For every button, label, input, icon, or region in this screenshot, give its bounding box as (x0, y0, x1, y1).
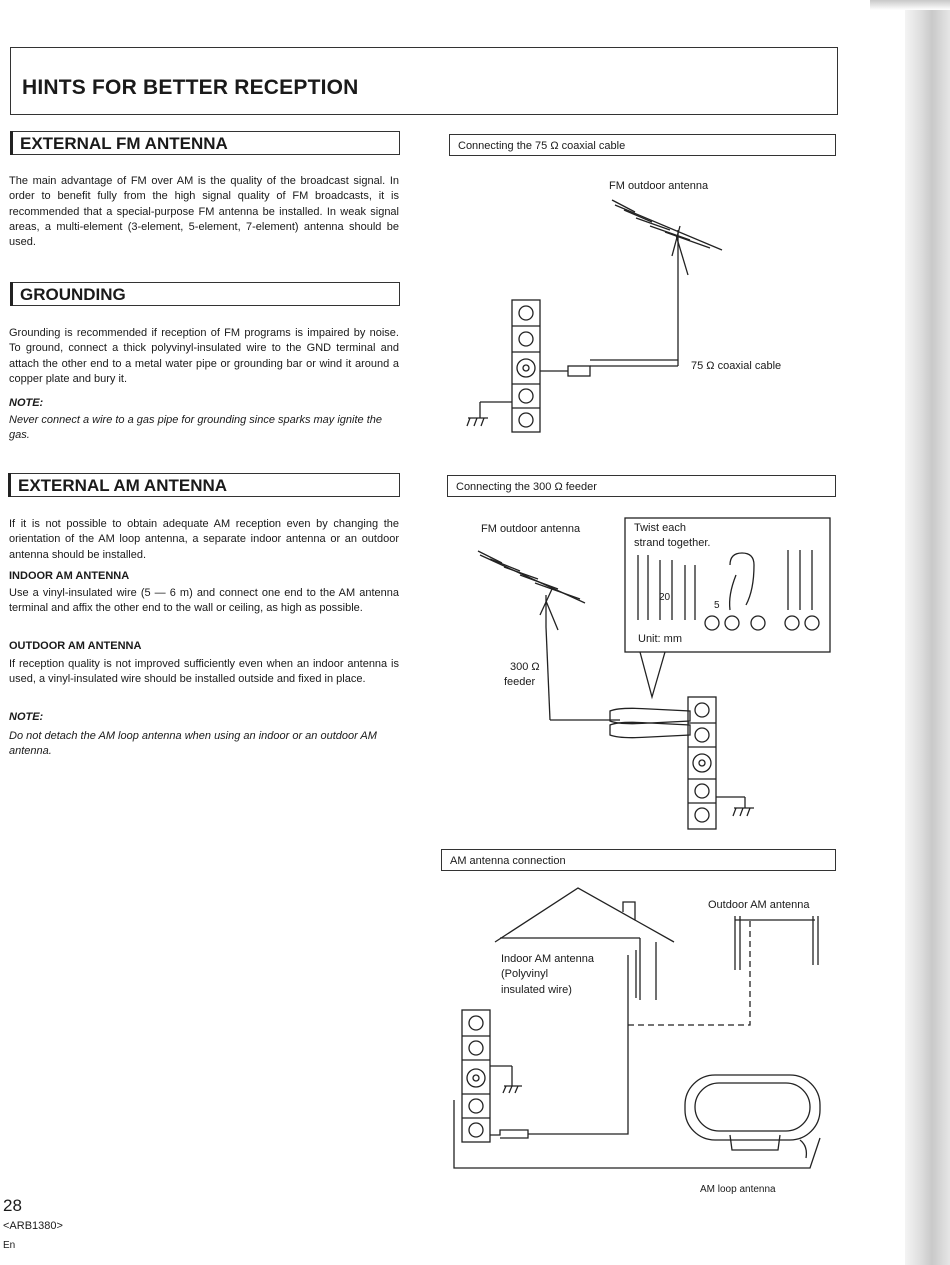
am-connection-diagram (440, 880, 840, 1180)
indoor-am-label-3: insulated wire) (501, 984, 572, 996)
feeder-antenna-label: FM outdoor antenna (481, 523, 581, 535)
am-antenna-body: If it is not possible to obtain adequate AM reception even by changing the orientation of the AM loop antenna, a separate indoor antenna or an outdoor antenna should be installed. (9, 518, 399, 561)
outdoor-am-heading: OUTDOOR AM ANTENNA (9, 640, 142, 652)
unit-label: Unit: mm (638, 633, 682, 645)
coax-diagram (440, 190, 740, 440)
page-edge-shadow (905, 0, 950, 1265)
am-plug (490, 1130, 528, 1138)
am-loop-antenna (685, 1075, 820, 1140)
indoor-am-heading: INDOOR AM ANTENNA (9, 570, 130, 582)
indoor-am-label-1: Indoor AM antenna (501, 953, 594, 965)
page-corner-shadow (870, 0, 950, 10)
dim-20-label: 20 (659, 592, 671, 603)
coax-diagram-heading: Connecting the 75 Ω coaxial cable (449, 134, 836, 156)
am-diagram-heading: AM antenna connection (441, 849, 836, 871)
indoor-am-body: Use a vinyl-insulated wire (5 — 6 m) and connect one end to the AM antenna terminal and affix the other end to the wall or ceiling, as high as possible. (9, 587, 399, 615)
page-number: 28 (3, 1196, 22, 1215)
dim-5-label: 5 (714, 600, 720, 611)
section-heading-fm: EXTERNAL FM ANTENNA (10, 131, 400, 155)
grounding-body: Grounding is recommended if reception of FM programs is impaired by noise. To ground, connect a thick polyvinyl-insulated wire to the GND terminal and attach the other end to a metal water pipe or grounding bar or wind it around a copper plate and bury it. (9, 327, 399, 385)
inset-text-2: strand together. (634, 537, 711, 549)
language-code: En (3, 1240, 16, 1251)
outdoor-am-label: Outdoor AM antenna (708, 899, 810, 911)
document-code: <ARB1380> (3, 1220, 63, 1232)
feeder-diagram (460, 515, 835, 835)
grounding-note-label: NOTE: (9, 397, 44, 409)
page-title: HINTS FOR BETTER RECEPTION (22, 76, 359, 99)
loop-antenna-cable (800, 1140, 806, 1158)
antenna-boom (615, 205, 722, 250)
outdoor-am-body: If reception quality is not improved sufficiently even when an indoor antenna is used, a vinyl-insulated wire should be installed outside and fixed in place. (9, 658, 399, 686)
feeder-label: feeder (504, 676, 536, 688)
section-heading-am: EXTERNAL AM ANTENNA (8, 473, 400, 497)
feeder-label-ohm: 300 Ω (510, 661, 540, 673)
grounding-note: Never connect a wire to a gas pipe for grounding since sparks may ignite the gas. (9, 414, 382, 441)
fm-antenna-body: The main advantage of FM over AM is the quality of the broadcast signal. In order to benefit fully from the high signal quality of FM broadcasts, it is recommended that a special-purpose FM antenna be installed. In weak signal areas, a multi-element (3-element, 5-element, 7-element) antenna should be used. (9, 175, 399, 249)
feeder-wire (546, 627, 550, 720)
inset-text-1: Twist each (634, 522, 686, 534)
section-heading-grounding: GROUNDING (10, 282, 400, 306)
coax-cable-label: 75 Ω coaxial cable (691, 360, 782, 372)
antenna-element (612, 200, 635, 212)
loop-antenna-label: AM loop antenna (700, 1184, 776, 1195)
house-roof (495, 888, 674, 942)
coax-antenna-label: FM outdoor antenna (609, 180, 709, 192)
inset-pointer (640, 652, 665, 697)
indoor-am-wire (528, 998, 628, 1134)
feeder-plug (610, 708, 690, 723)
coax-plug (568, 366, 590, 376)
feeder-diagram-heading: Connecting the 300 Ω feeder (447, 475, 836, 497)
outdoor-am-wire (628, 920, 750, 1025)
indoor-am-label-2: (Polyvinyl (501, 968, 549, 980)
am-note-label: NOTE: (9, 711, 44, 723)
am-note: Do not detach the AM loop antenna when using an indoor or an outdoor AM antenna. (9, 730, 377, 757)
